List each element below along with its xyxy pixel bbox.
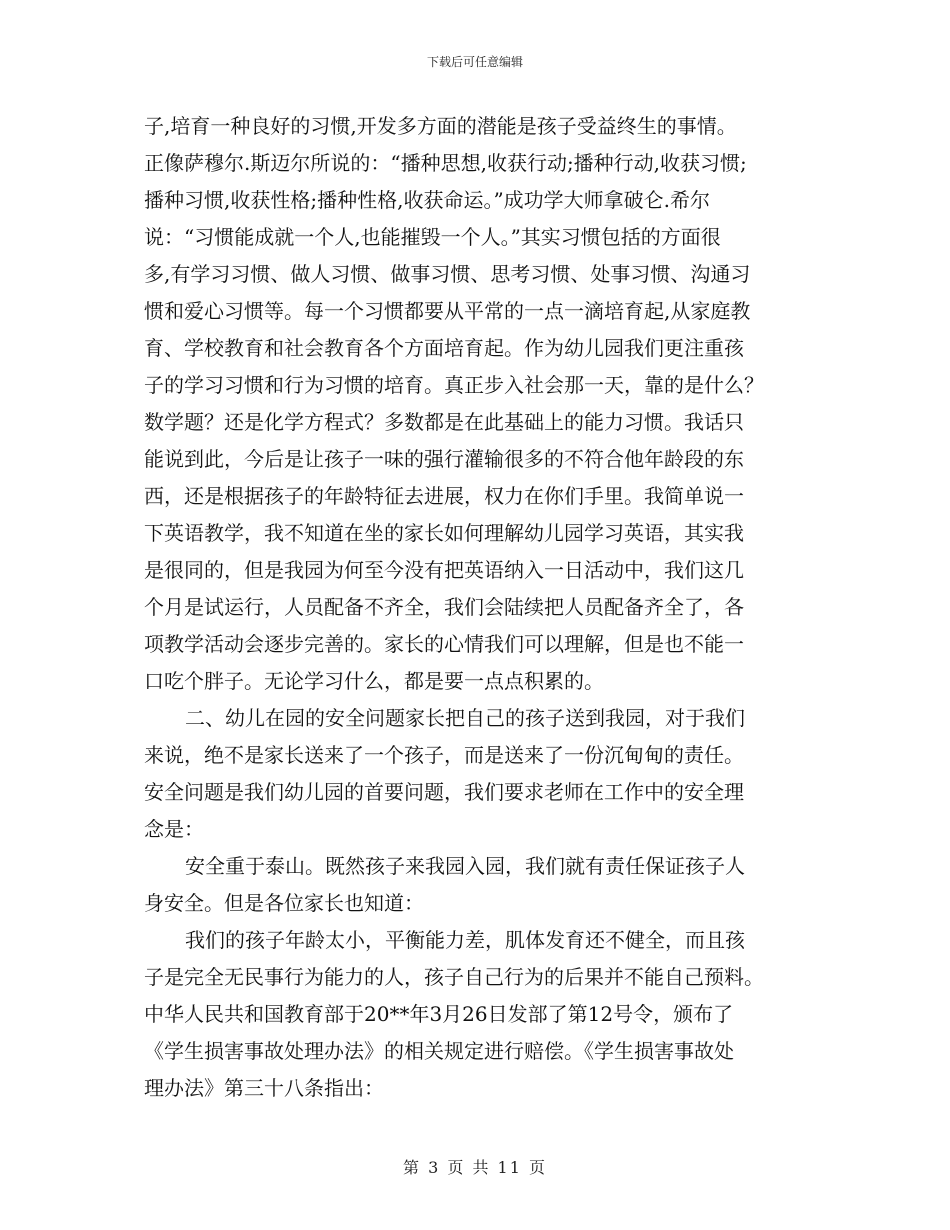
- text-line: 是很同的，但是我园为何至今没有把英语纳入一日活动中，我们这几: [144, 558, 744, 582]
- text-line: 二、幼儿在园的安全问题家长把自己的孩子送到我园，对于我们: [185, 706, 745, 730]
- text-line: 口吃个胖子。无论学习什么，都是要一点点积累的。: [144, 669, 604, 693]
- text-line: 身安全。但是各位家长也知道：: [144, 891, 424, 915]
- text-line: 数学题？还是化学方程式？多数都是在此基础上的能力习惯。我话只: [144, 410, 744, 434]
- text-line: 子的学习习惯和行为习惯的培育。真正步入社会那一天，靠的是什么？: [144, 373, 764, 397]
- text-line: 《学生损害事故处理办法》的相关规定进行赔偿。《学生损害事故处: [144, 1039, 734, 1063]
- text-line: 下英语教学，我不知道在坐的家长如何理解幼儿园学习英语，其实我: [144, 521, 744, 545]
- text-line: 正像萨穆尔.斯迈尔所说的：“播种思想,收获行动;播种行动,收获习惯;: [144, 151, 747, 175]
- text-line: 理办法》第三十八条指出：: [144, 1076, 384, 1100]
- text-line: 我们的孩子年龄太小，平衡能力差，肌体发育还不健全，而且孩: [185, 928, 745, 952]
- text-line: 说：“习惯能成就一个人,也能摧毁一个人。”其实习惯包括的方面很: [144, 225, 721, 249]
- text-line: 来说，绝不是家长送来了一个孩子，而是送来了一份沉甸甸的责任。: [144, 743, 744, 767]
- text-line: 播种习惯,收获性格;播种性格,收获命运。”成功学大师拿破仑.希尔: [144, 188, 711, 212]
- text-line: 安全重于泰山。既然孩子来我园入园，我们就有责任保证孩子人: [185, 854, 745, 878]
- document-body: [144, 108, 804, 1107]
- text-line: 西，还是根据孩子的年龄特征去进展，权力在你们手里。我简单说一: [144, 484, 744, 508]
- paragraph: [144, 922, 804, 1107]
- text-line: 子,培育一种良好的习惯,开发多方面的潜能是孩子受益终生的事情。: [144, 114, 737, 138]
- text-line: 念是：: [144, 817, 204, 841]
- paragraph: [144, 108, 804, 700]
- text-line: 安全问题是我们幼儿园的首要问题，我们要求老师在工作中的安全理: [144, 780, 744, 804]
- text-line: 项教学活动会逐步完善的。家长的心情我们可以理解，但是也不能一: [144, 632, 744, 656]
- text-line: 育、学校教育和社会教育各个方面培育起。作为幼儿园我们更注重孩: [144, 336, 744, 360]
- text-line: 子是完全无民事行为能力的人，孩子自己行为的后果并不能自己预料。: [144, 965, 764, 989]
- text-line: 中华人民共和国教育部于20**年3月26日发部了第12号令，颁布了: [144, 1002, 734, 1026]
- text-line: 个月是试运行，人员配备不齐全，我们会陆续把人员配备齐全了，各: [144, 595, 744, 619]
- text-line: 多,有学习习惯、做人习惯、做事习惯、思考习惯、处事习惯、沟通习: [144, 262, 751, 286]
- page-footer: 第 3 页 共 11 页: [403, 1158, 547, 1177]
- paragraph: [144, 700, 804, 848]
- page-header: 下载后可任意编辑: [426, 55, 523, 69]
- text-line: 能说到此，今后是让孩子一味的强行灌输很多的不符合他年龄段的东: [144, 447, 744, 471]
- text-line: 惯和爱心习惯等。每一个习惯都要从平常的一点一滴培育起,从家庭教: [144, 299, 751, 323]
- paragraph: [144, 848, 804, 922]
